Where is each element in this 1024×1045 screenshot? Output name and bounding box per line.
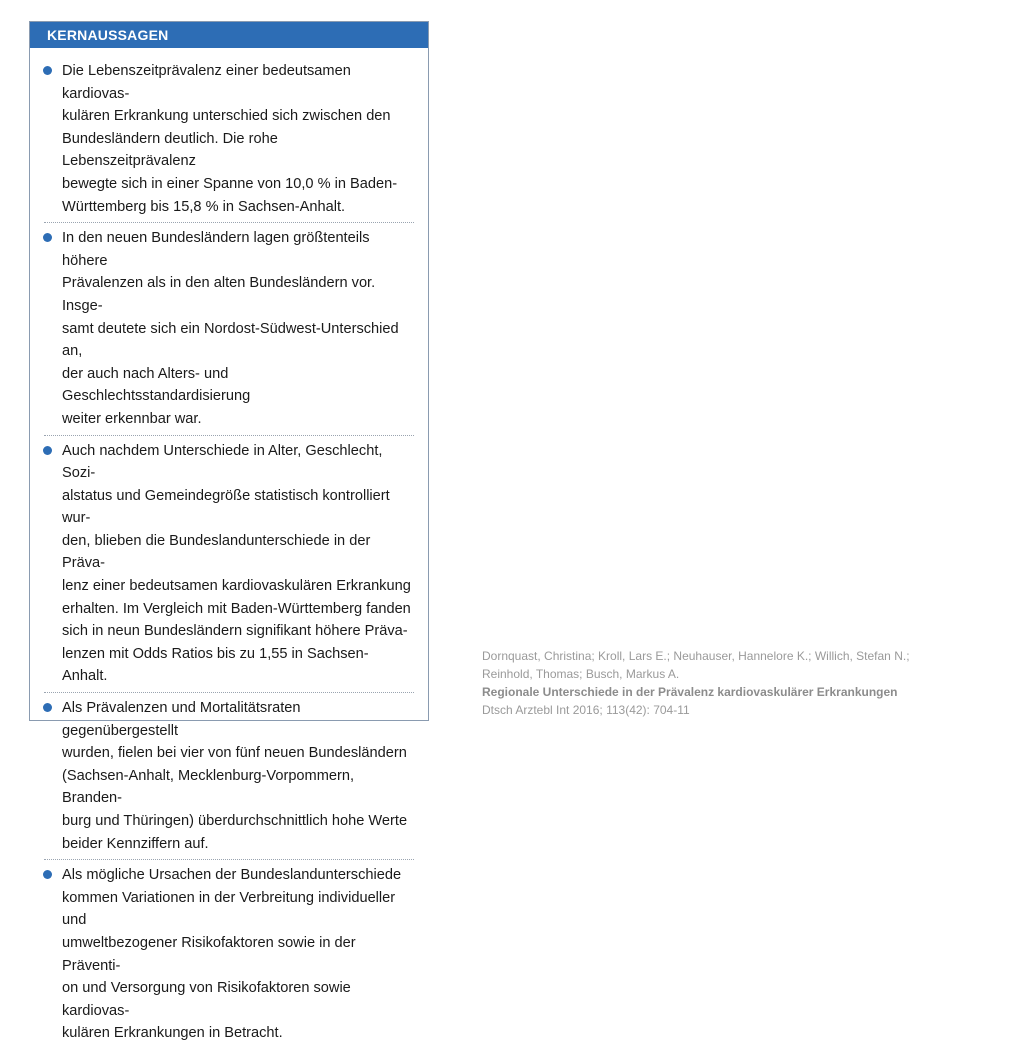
key-message-item: Die Lebenszeitprävalenz einer bedeutsamen kardiovas- kulären Erkrankung unterschied sich zwischen den Bundesländern deutlich. Die rohe Lebenszeitprävalenz bewegte sich in einer Spanne von 10,0 % in Baden- Württemberg bis 15,8 % in Sachsen-Anhalt. — [30, 60, 428, 218]
citation-title: Regionale Unterschiede in der Prävalenz kardiovaskulärer Erkrankungen — [482, 685, 898, 699]
citation-authors-cont: Reinhold, Thomas; Busch, Markus A. — [482, 667, 680, 681]
key-messages-box — [29, 21, 429, 1042]
divider — [44, 859, 414, 860]
divider — [44, 692, 414, 693]
key-message-item: Als mögliche Ursachen der Bundeslandunterschiede kommen Variationen in der Verbreitung individueller und umweltbezogener Risikofaktoren sowie in der Präventi- on und Versorgung von Risikofaktoren sowie kardiovas- kulären Erkrankungen in Betracht. — [30, 864, 428, 1045]
bullet-icon — [43, 870, 52, 879]
citation — [482, 647, 1002, 719]
key-messages-header: KERNAUSSAGEN — [30, 22, 428, 48]
key-message-item: Als Prävalenzen und Mortalitätsraten gegenübergestellt wurden, fielen bei vier von fünf neuen Bundesländern (Sachsen-Anhalt, Mecklenburg-Vorpommern, Branden- burg und Thüringen) überdurchschnittlich hohe Werte beider Kennziffern auf. — [30, 697, 428, 855]
bullet-icon — [43, 446, 52, 455]
divider — [44, 435, 414, 436]
bullet-icon — [43, 233, 52, 242]
bullet-icon — [43, 703, 52, 712]
citation-journal: Dtsch Arztebl Int 2016; 113(42): 704-11 — [482, 703, 690, 717]
citation-authors: Dornquast, Christina; Kroll, Lars E.; Neuhauser, Hannelore K.; Willich, Stefan N.; — [482, 649, 910, 663]
key-message-item: Auch nachdem Unterschiede in Alter, Geschlecht, Sozi- alstatus und Gemeindegröße statistisch kontrolliert wur- den, blieben die Bundeslandunterschiede in der Präva- lenz einer bedeutsamen kardiovaskulären Erkrankung erhalten. Im Vergleich mit Baden-Württemberg fanden sich in neun Bundesländern signifikant höhere Präva- lenzen mit Odds Ratios bis zu 1,55 in Sachsen-Anhalt. — [30, 440, 428, 689]
bullet-icon — [43, 66, 52, 75]
divider — [44, 222, 414, 223]
key-message-item: In den neuen Bundesländern lagen größtenteils höhere Prävalenzen als in den alten Bundesländern vor. Insge- samt deutete sich ein Nordost-Südwest-Unterschied an, der auch nach Alters- und Geschlechtsstandardisierung weiter erkennbar war. — [30, 227, 428, 430]
key-messages-list — [30, 60, 428, 1045]
